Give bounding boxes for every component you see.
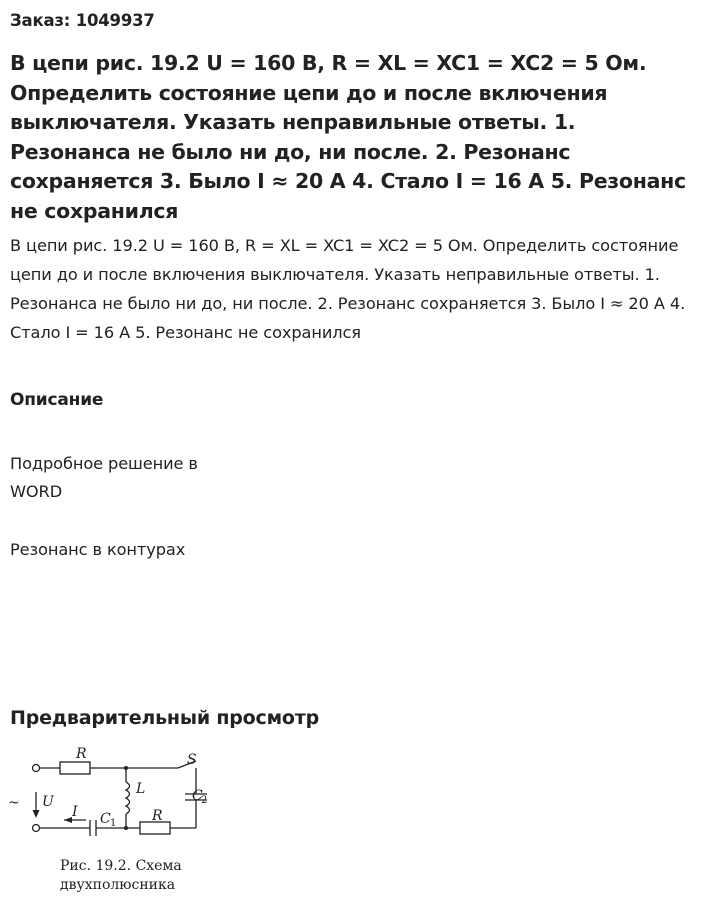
description-line: Подробное решение в: [10, 454, 198, 473]
voltage-label: U: [42, 794, 54, 810]
order-number: Заказ: 1049937: [10, 11, 155, 30]
resistor-top-label: R: [76, 746, 87, 762]
figure-caption-line2: двухполюсника: [60, 877, 176, 893]
question-text: В цепи рис. 19.2 U = 160 В, R = XL = XC1 = XC2 = 5 Ом. Определить состояние цепи до и после включения выключателя. Указать неправильные ответы. 1. Резонанса не было ни до, ни после. 2. Резонанс сохраняется 3. Было I ≈ 20 А 4. Стало I = 16 А 5. Резонанс не сохранился: [10, 236, 686, 342]
description-topic: Резонанс в контурах: [10, 540, 186, 559]
switch-label: S: [187, 752, 197, 768]
figure-caption-line1: Рис. 19.2. Схема: [60, 858, 182, 874]
resistor-bottom-label: R: [152, 808, 163, 824]
inductor-label: L: [136, 781, 146, 797]
description-heading: Описание: [10, 390, 104, 410]
preview-heading: Предварительный просмотр: [10, 707, 319, 729]
capacitor-c2-label: C: [192, 788, 203, 804]
current-label: I: [72, 804, 78, 820]
ac-source-symbol: ~: [8, 795, 20, 811]
page-title: В цепи рис. 19.2 U = 160 В, R = XL = XC1 = XC2 = 5 Ом. Определить состояние цепи до и после включения выключателя. Указать неправильные ответы. 1. Резонанса не было ни до, ни после. 2. Резонанс сохраняется 3. Было I ≈ 20 А 4. Стало I = 16 А 5. Резонанс не сохранился: [10, 51, 686, 223]
capacitor-c2-subscript: 2: [201, 795, 208, 806]
circuit-preview: [0, 740, 240, 908]
capacitor-c1-subscript: 1: [110, 818, 117, 829]
capacitor-c1-label: C: [100, 811, 111, 827]
description-line: WORD: [10, 482, 63, 501]
circuit-diagram: [0, 740, 240, 908]
